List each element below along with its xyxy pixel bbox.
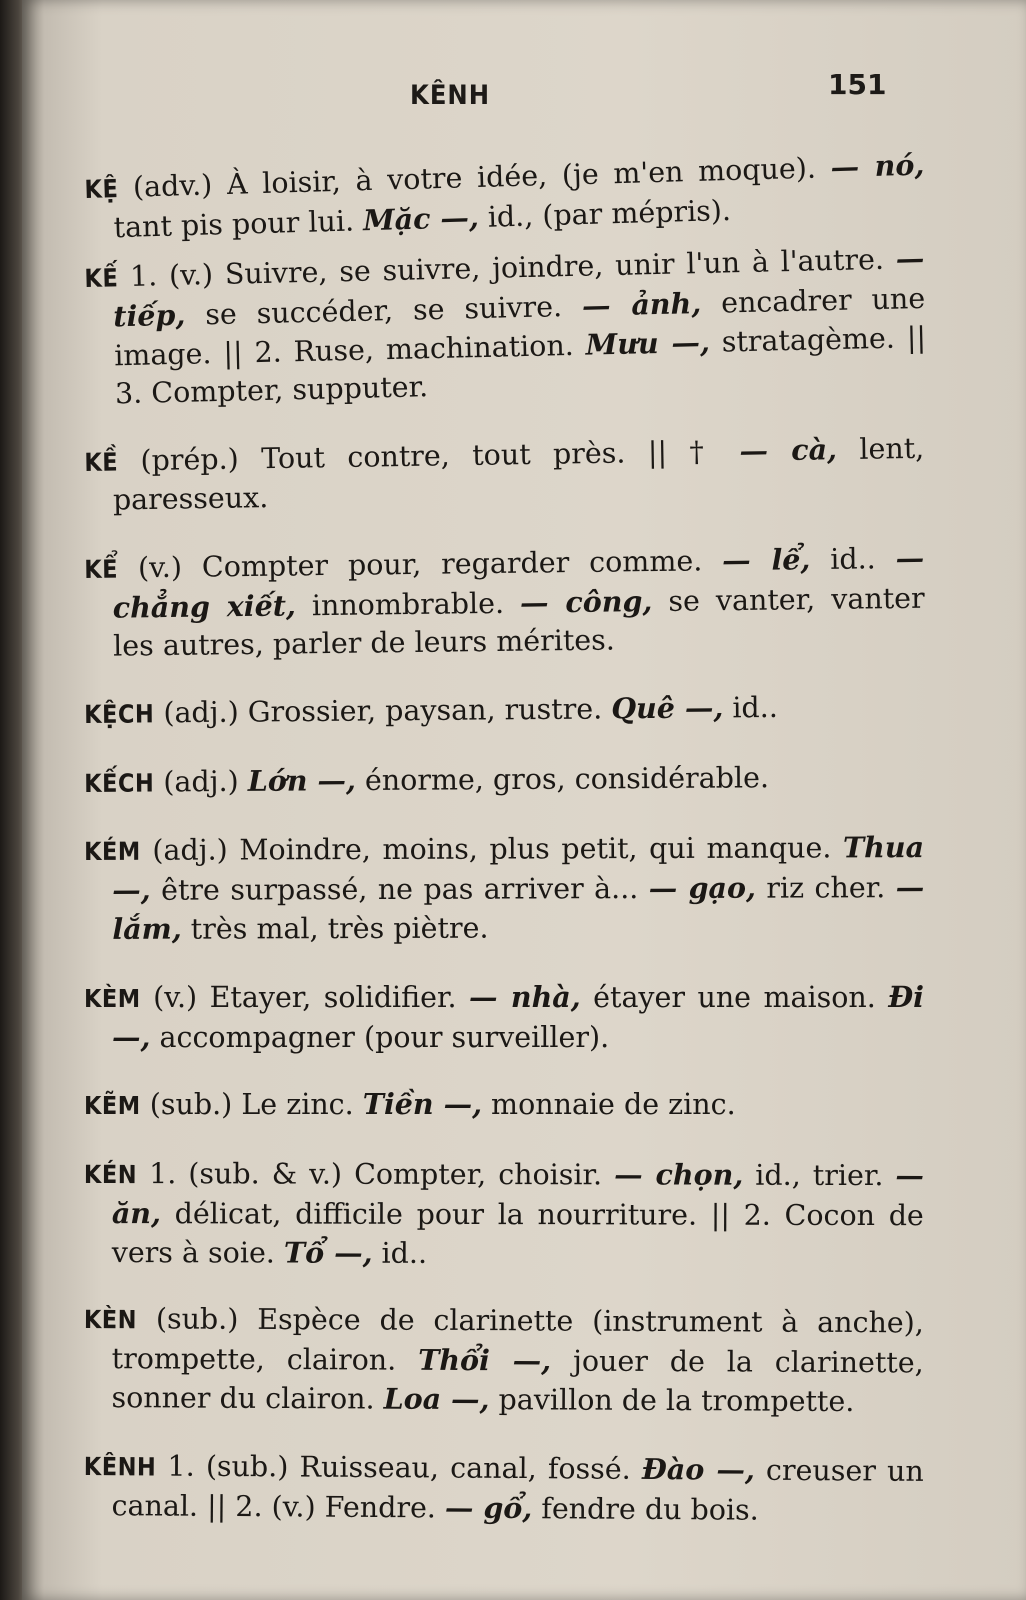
definition-text: (adv.) À loisir, à votre idée, (je m'en moque). <box>117 150 832 204</box>
definition-text: accompagner (pour surveiller). <box>150 1020 610 1054</box>
dictionary-entry <box>84 538 925 665</box>
definition-text: (v.) Etayer, solidifier. <box>140 980 470 1014</box>
entry-headword: KÊNH <box>83 1451 157 1482</box>
definition-text: (sub.) Le zinc. <box>140 1088 363 1121</box>
definition-text: encadrer une image. || 2. Ruse, machination. <box>113 281 926 372</box>
definition-text: fendre du bois. <box>532 1491 759 1527</box>
vietnamese-phrase: Tiền —, <box>362 1087 482 1121</box>
vietnamese-phrase: — công, <box>519 583 653 620</box>
entry-headword: KỆCH <box>84 699 155 729</box>
definition-text: (v.) Compter pour, regarder comme. <box>117 543 723 585</box>
vietnamese-phrase: — ảnh, <box>581 285 702 323</box>
definition-text: id., (par mépris). <box>478 193 732 234</box>
entry-headword: KẾ <box>84 262 119 293</box>
definition-text: stratagème. || 3. Compter, supputer. <box>114 320 927 410</box>
definition-text: 1. (v.) Suivre, se suivre, joindre, unir l'un à l'autre. <box>117 242 897 293</box>
dictionary-entry <box>84 429 925 520</box>
running-head: KÊNH <box>410 80 491 111</box>
vietnamese-phrase: — gổ, <box>444 1490 533 1525</box>
page-header <box>22 68 1026 118</box>
vietnamese-phrase: Đào —, <box>641 1451 755 1487</box>
definition-text: jouer de la clarinette, sonner du clairon. <box>111 1344 924 1416</box>
definition-text: énorme, gros, considérable. <box>355 760 770 797</box>
definition-text: id., trier. <box>743 1158 896 1192</box>
definition-text: id.. <box>372 1236 428 1270</box>
definition-text: (adj.) Grossier, paysan, rustre. <box>154 692 612 730</box>
vietnamese-phrase: Quê —, <box>611 690 724 726</box>
dictionary-entry <box>84 145 926 247</box>
definition-text: pavillon de la trompette. <box>489 1383 855 1419</box>
vietnamese-phrase: — chọn, <box>614 1156 744 1192</box>
vietnamese-phrase: Mưu —, <box>585 324 711 362</box>
vietnamese-phrase: Thổi —, <box>418 1342 552 1378</box>
definition-text: innombrable. <box>295 586 521 622</box>
vietnamese-phrase: — ăn, <box>111 1157 925 1230</box>
definition-text: (adj.) Moindre, moins, plus petit, qui manque. <box>140 831 843 867</box>
vietnamese-phrase: Loa —, <box>383 1381 490 1417</box>
definition-text: tant pis pour lui. <box>113 203 364 244</box>
dictionary-entry <box>84 1085 924 1125</box>
entry-headword: KÈM <box>84 983 141 1013</box>
definition-text: riz cher. <box>755 871 896 905</box>
vietnamese-phrase: Thua —, <box>112 830 925 907</box>
dictionary-entry <box>83 1446 924 1531</box>
definition-text: (prép.) Tout contre, tout près. || † <box>117 434 740 478</box>
dictionary-entry <box>84 757 924 803</box>
definition-text: 1. (sub.) Ruisseau, canal, fossé. <box>156 1449 643 1486</box>
definition-text: délicat, difficile pour la nourriture. || 2. Cocon de vers à soie. <box>111 1196 924 1270</box>
definition-text: (sub.) Espèce de clarinette (instrument à anche), trompette, clairon. <box>111 1302 924 1377</box>
vietnamese-phrase: — cà, <box>739 432 838 468</box>
definition-text: très mal, très piètre. <box>181 911 489 946</box>
dictionary-entry <box>84 828 924 949</box>
vietnamese-phrase: — nó, <box>830 147 925 184</box>
definition-text: être surpassé, ne pas arriver à... <box>150 872 649 907</box>
dictionary-entry <box>84 238 927 413</box>
definition-text: lent, paresseux. <box>112 431 925 517</box>
dictionary-entry <box>84 687 924 734</box>
definition-text: se vanter, vanter les autres, parler de leurs mérites. <box>112 581 925 663</box>
entry-headword: KÉN <box>83 1159 138 1189</box>
page-number: 151 <box>828 68 887 101</box>
definition-text: id.. <box>810 541 896 576</box>
entry-headword: KẾCH <box>84 768 155 798</box>
entry-headword: KỆ <box>84 173 119 204</box>
entry-headword: KẼM <box>84 1091 141 1120</box>
entry-headword: KỂ <box>84 554 119 584</box>
vietnamese-phrase: Tổ —, <box>283 1235 373 1270</box>
dictionary-entry <box>83 1300 924 1421</box>
dictionary-entry <box>84 978 924 1057</box>
dictionary-entry <box>84 1154 924 1274</box>
vietnamese-phrase: — lắm, <box>112 870 925 946</box>
entry-headword: KÈN <box>83 1304 138 1335</box>
vietnamese-phrase: — gạo, <box>648 870 756 906</box>
vietnamese-phrase: Lớn —, <box>247 762 357 798</box>
definition-text: se succéder, se suivre. <box>184 289 583 332</box>
entry-headword: KÉM <box>84 836 141 866</box>
vietnamese-phrase: — tiếp, <box>112 240 925 333</box>
vietnamese-phrase: — lể, <box>721 541 811 577</box>
dictionary-page <box>22 0 1026 1600</box>
definition-text: (adj.) <box>154 764 248 799</box>
definition-text: monnaie de zinc. <box>482 1088 736 1121</box>
vietnamese-phrase: — nhà, <box>469 979 581 1014</box>
definition-text: étayer une maison. <box>580 980 889 1014</box>
vietnamese-phrase: Mặc —, <box>362 199 480 237</box>
entry-headword: KỀ <box>84 447 119 477</box>
definition-text: id.. <box>723 690 778 725</box>
vietnamese-phrase: Đi —, <box>112 979 924 1054</box>
entry-list <box>83 140 927 1535</box>
definition-text: 1. (sub. & v.) Compter, choisir. <box>137 1156 615 1191</box>
definition-text: creuser un canal. || 2. (v.) Fendre. <box>111 1453 924 1525</box>
vietnamese-phrase: — chẳng xiết, <box>112 540 925 625</box>
